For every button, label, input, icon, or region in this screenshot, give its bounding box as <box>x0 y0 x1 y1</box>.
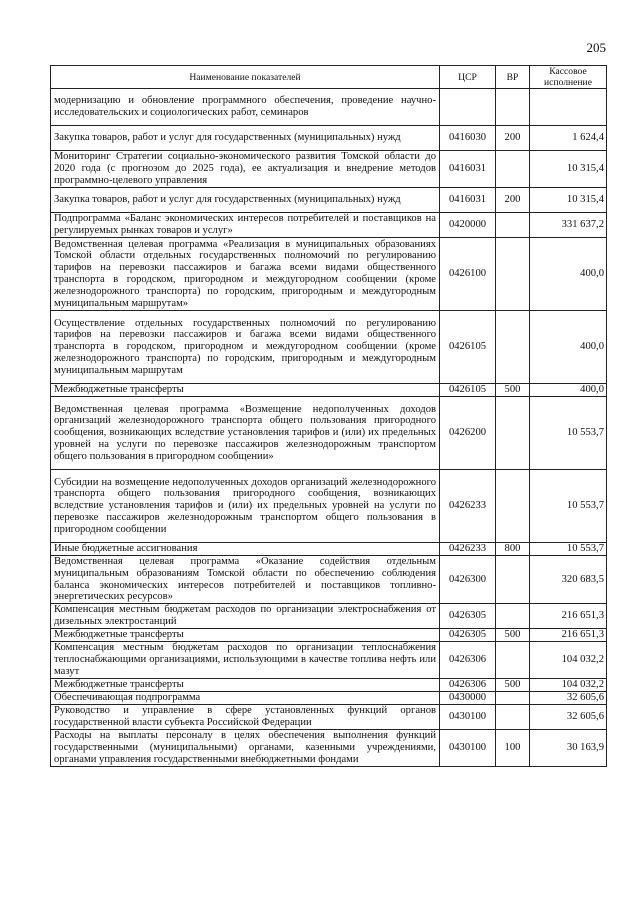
row-sum <box>530 89 607 126</box>
row-name: Иные бюджетные ассигнования <box>51 543 440 556</box>
row-name: Ведомственная целевая программа «Реализация в муниципальных образованиях Томской области отдельных государственных полномочий по регулированию тарифов на перевозки пассажиров и багажа всеми видами общественного транспорта в городском, пригородном и междугородном сообщении (кроме железнодорожного транспорта) по городским, пригородным и междугородным муниципальным маршрутам» <box>51 238 440 311</box>
header-sum: Кассовое исполнение <box>530 66 607 89</box>
row-vr <box>496 151 530 188</box>
table-row <box>51 642 607 679</box>
table-row <box>51 126 607 151</box>
row-name: Компенсация местным бюджетам расходов по организации теплоснабжения теплоснабжающими организациями, использующими в качестве топлива нефть или мазут <box>51 642 440 679</box>
row-vr: 500 <box>496 629 530 642</box>
row-vr <box>496 692 530 705</box>
row-csr: 0416030 <box>440 126 496 151</box>
row-sum: 331 637,2 <box>530 213 607 238</box>
row-csr: 0426105 <box>440 384 496 397</box>
table-row <box>51 679 607 692</box>
row-vr: 500 <box>496 679 530 692</box>
row-vr <box>496 89 530 126</box>
row-csr: 0430100 <box>440 730 496 766</box>
row-name: Закупка товаров, работ и услуг для государственных (муниципальных) нужд <box>51 126 440 151</box>
row-name: Расходы на выплаты персоналу в целях обеспечения выполнения функций государственными (муниципальными) органами, казенными учреждениями, органами управления государственными внебюджетными фондами <box>51 730 440 766</box>
row-vr <box>496 213 530 238</box>
header-name: Наименование показателей <box>51 66 440 89</box>
row-vr <box>496 604 530 629</box>
table-row <box>51 213 607 238</box>
row-name: Осуществление отдельных государственных полномочий по регулированию тарифов на перевозки пассажиров и багажа всеми видами общественного транспорта в городском, пригородном и междугородном сообщении (кроме железнодорожного транспорта) по городским, пригородным и междугородным муниципальным маршрутам <box>51 311 440 384</box>
header-csr: ЦСР <box>440 66 496 89</box>
row-csr: 0416031 <box>440 151 496 188</box>
row-csr: 0426305 <box>440 604 496 629</box>
row-sum: 10 315,4 <box>530 151 607 188</box>
table-row <box>51 311 607 384</box>
row-vr <box>496 470 530 543</box>
row-csr: 0426306 <box>440 679 496 692</box>
row-name: Ведомственная целевая программа «Оказание содействия отдельным муниципальным образованиям Томской области по обеспечению соблюдения баланса экономических интересов потребителей и поставщиков топливно-энергетических ресурсов» <box>51 556 440 604</box>
row-sum: 32 605,6 <box>530 692 607 705</box>
header-vr: ВР <box>496 66 530 89</box>
row-sum: 10 553,7 <box>530 470 607 543</box>
row-csr <box>440 89 496 126</box>
table-row <box>51 238 607 311</box>
row-name: Мониторинг Стратегии социально-экономического развития Томской области до 2020 года (с прогнозом до 2025 года), ее актуализация и внедрение методов программно-целевого управления <box>51 151 440 188</box>
row-csr: 0426305 <box>440 629 496 642</box>
row-sum: 10 553,7 <box>530 397 607 470</box>
table-row <box>51 89 607 126</box>
table-row <box>51 705 607 730</box>
row-sum: 400,0 <box>530 311 607 384</box>
row-sum: 1 624,4 <box>530 126 607 151</box>
row-csr: 0420000 <box>440 213 496 238</box>
row-csr: 0426105 <box>440 311 496 384</box>
row-sum: 32 605,6 <box>530 705 607 730</box>
table-header-row <box>51 66 607 89</box>
page-number: 205 <box>586 40 606 55</box>
table-row <box>51 730 607 766</box>
row-sum: 10 553,7 <box>530 543 607 556</box>
row-csr: 0426200 <box>440 397 496 470</box>
row-vr <box>496 397 530 470</box>
table-row <box>51 556 607 604</box>
row-csr: 0426306 <box>440 642 496 679</box>
row-vr: 500 <box>496 384 530 397</box>
row-sum: 104 032,2 <box>530 642 607 679</box>
table-row <box>51 543 607 556</box>
row-vr: 200 <box>496 188 530 213</box>
table-row <box>51 384 607 397</box>
row-csr: 0416031 <box>440 188 496 213</box>
row-csr: 0430000 <box>440 692 496 705</box>
row-vr <box>496 642 530 679</box>
row-name: Руководство и управление в сфере установленных функций органов государственной власти субъекта Российской Федерации <box>51 705 440 730</box>
table-row <box>51 397 607 470</box>
row-name: Обеспечивающая подпрограмма <box>51 692 440 705</box>
row-name: Подпрограмма «Баланс экономических интересов потребителей и поставщиков на регулируемых рынках товаров и услуг» <box>51 213 440 238</box>
row-sum: 104 032,2 <box>530 679 607 692</box>
table-row <box>51 188 607 213</box>
row-sum: 400,0 <box>530 238 607 311</box>
row-vr <box>496 705 530 730</box>
row-vr <box>496 556 530 604</box>
row-name: Межбюджетные трансферты <box>51 679 440 692</box>
table-row <box>51 629 607 642</box>
row-name: модернизацию и обновление программного обеспечения, проведение научно-исследовательских и социологических работ, семинаров <box>51 89 440 126</box>
row-csr: 0426233 <box>440 470 496 543</box>
row-name: Закупка товаров, работ и услуг для государственных (муниципальных) нужд <box>51 188 440 213</box>
table-row <box>51 151 607 188</box>
row-sum: 320 683,5 <box>530 556 607 604</box>
row-vr: 100 <box>496 730 530 766</box>
row-sum: 10 315,4 <box>530 188 607 213</box>
row-vr <box>496 311 530 384</box>
row-csr: 0426233 <box>440 543 496 556</box>
row-name: Межбюджетные трансферты <box>51 629 440 642</box>
row-sum: 30 163,9 <box>530 730 607 766</box>
row-csr: 0426100 <box>440 238 496 311</box>
row-name: Субсидии на возмещение недополученных доходов организаций железнодорожного транспорта общего пользования пригородного сообщения, возникающих вследствие установления тарифов и (или) их предельных уровней на услуги по перевозке пассажиров железнодорожным транспортом общего пользования в пригородном сообщении <box>51 470 440 543</box>
row-csr: 0430100 <box>440 705 496 730</box>
row-name: Ведомственная целевая программа «Возмещение недополученных доходов организаций железнодорожного транспорта общего пользования пригородного сообщения, возникающих вследствие установления тарифов и (или) их предельных уровней на услуги по перевозке пассажиров железнодорожным транспортом общего пользования в пригородном сообщении» <box>51 397 440 470</box>
table-row <box>51 604 607 629</box>
row-name: Межбюджетные трансферты <box>51 384 440 397</box>
row-vr: 200 <box>496 126 530 151</box>
row-vr <box>496 238 530 311</box>
row-sum: 216 651,3 <box>530 629 607 642</box>
row-csr: 0426300 <box>440 556 496 604</box>
table-row <box>51 692 607 705</box>
row-name: Компенсация местным бюджетам расходов по организации электроснабжения от дизельных электростанций <box>51 604 440 629</box>
row-sum: 216 651,3 <box>530 604 607 629</box>
row-vr: 800 <box>496 543 530 556</box>
budget-table <box>50 65 607 767</box>
row-sum: 400,0 <box>530 384 607 397</box>
table-row <box>51 470 607 543</box>
